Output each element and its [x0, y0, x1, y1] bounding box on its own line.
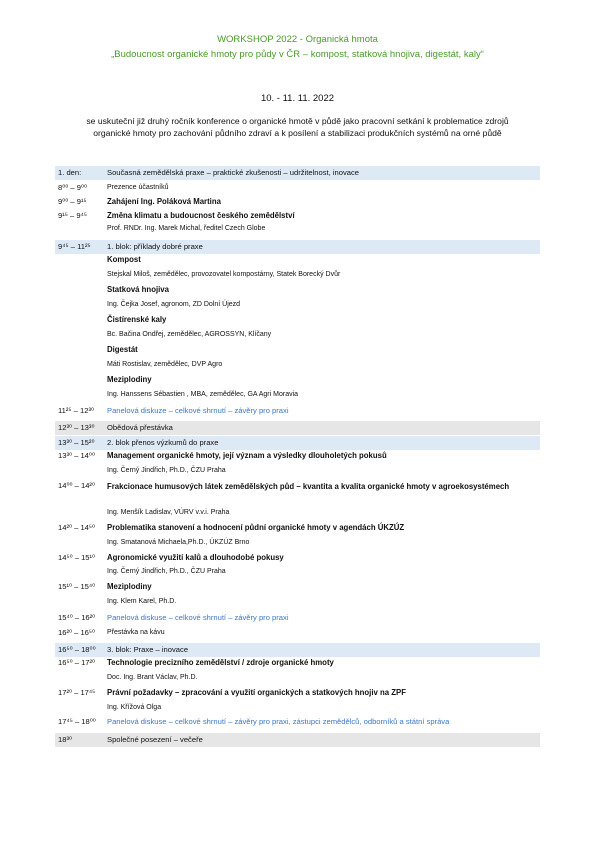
schedule-text: Ing. Klem Karel, Ph.D. — [107, 598, 177, 605]
schedule-text: Agronomické využití kalů a dlouhodobé pokusy — [107, 553, 284, 562]
schedule-row — [55, 166, 540, 180]
schedule-text: Čistírenské kaly — [107, 315, 167, 324]
schedule-time: 9⁰⁰ – 9¹⁵ — [58, 197, 87, 206]
schedule-time: 9¹⁵ – 9⁴⁵ — [58, 211, 87, 220]
schedule-time: 14²⁰ – 14⁵⁰ — [58, 523, 96, 532]
schedule-text: Změna klimatu a budoucnost českého zemědělství — [107, 211, 295, 220]
schedule-text: Ing. Hanssens Sébastien , MBA, zemědělec, GA Agri Moravia — [107, 391, 299, 398]
schedule-time: 16⁵⁰ – 17²⁰ — [58, 658, 96, 667]
schedule-time: 15¹⁰ – 15⁴⁰ — [58, 582, 96, 591]
schedule-text: Ing. Křížová Olga — [107, 704, 162, 711]
schedule-time: 16²⁰ – 16⁵⁰ — [58, 628, 96, 637]
schedule-text: Panelová diskuse – celkové shrnutí – závěry pro praxi — [107, 613, 289, 622]
schedule-text: Management organické hmoty, její význam a výsledky dlouholetých pokusů — [107, 451, 387, 460]
schedule-time: 14⁰⁰ – 14²⁰ — [58, 481, 95, 490]
schedule-text: Ing. Černý Jindřich, Ph.D., ČZU Praha — [107, 467, 226, 474]
schedule-text: 3. blok: Praxe – inovace — [107, 645, 189, 654]
event-date: 10. - 11. 11. 2022 — [260, 93, 335, 104]
schedule-row — [55, 733, 540, 747]
schedule-text: Kompost — [107, 255, 141, 264]
schedule-time: 17²⁰ – 17⁴⁵ — [58, 688, 96, 697]
schedule-row — [55, 643, 540, 657]
schedule-text: Právní požadavky – zpracování a využití organických a statkových hnojiv na ZPF — [107, 688, 406, 697]
schedule-time: 14⁵⁰ – 15¹⁰ — [58, 553, 96, 562]
schedule-time: 15⁴⁰ – 16²⁰ — [58, 613, 96, 622]
workshop-subtitle: „Budoucnost organické hmoty pro půdy v ČR – kompost, statková hnojiva, digestát, kaly“ — [111, 49, 484, 60]
schedule-text: Ing. Menšík Ladislav, VÚRV v.v.i. Praha — [107, 509, 230, 516]
schedule-text: Ing. Černý Jindřich, Ph.D., ČZU Praha — [107, 568, 226, 575]
schedule-text: Doc. Ing. Brant Václav, Ph.D. — [107, 674, 198, 681]
schedule-text: Panelová diskuze – celkové shrnutí – závěry pro praxi — [107, 406, 289, 415]
schedule-text: Stejskal Miloš, zemědělec, provozovatel kompostárny, Statek Borecký Dvůr — [107, 271, 341, 278]
schedule-time: 12³⁰ – 13³⁰ — [58, 423, 95, 432]
schedule-row — [55, 240, 540, 254]
schedule-text: Digestát — [107, 345, 138, 354]
schedule-text: 1. blok: příklady dobré praxe — [107, 242, 203, 251]
schedule-time: 9⁴⁵ – 11²⁵ — [58, 242, 91, 251]
schedule-time: 16⁵⁰ – 18⁰⁰ — [58, 645, 96, 654]
schedule-time: 8⁰⁰ – 9⁰⁰ — [58, 183, 88, 192]
schedule-text: Zahájení Ing. Poláková Martina — [107, 197, 221, 206]
schedule-text: Panelová diskuse – celkové shrnutí – závěry pro praxi, zástupci zemědělců, odborníků a státní správa — [107, 717, 450, 726]
schedule-time: 13³⁰ – 14⁰⁰ — [58, 451, 95, 460]
schedule-text: Současná zemědělská praxe – praktické zkušenosti – udržitelnost, inovace — [107, 168, 359, 177]
schedule-text: Ing. Smatanová Michaela,Ph.D., ÚKZÚZ Brno — [107, 539, 250, 546]
schedule-text: Společné posezení – večeře — [107, 735, 203, 744]
schedule-row — [55, 436, 540, 450]
schedule-text: Obědová přestávka — [107, 423, 173, 432]
schedule-text: Meziplodiny — [107, 582, 152, 591]
intro-paragraph: se uskuteční již druhý ročník konference o organické hmotě v půdě jako pracovní setkání k problematice zdrojů organické hmoty pro zachování půdního zdraví a k posílení a stabilizaci produkčních systémů na orné půdě — [86, 116, 509, 138]
schedule-text: 2. blok přenos výzkumů do praxe — [107, 438, 219, 447]
schedule-text: Bc. Bačina Ondřej, zemědělec, AGROSSYN, Klíčany — [107, 331, 272, 338]
schedule-time: 11²⁵ – 12³⁰ — [58, 406, 95, 415]
schedule-text: Přestávka na kávu — [107, 629, 165, 636]
schedule-text: Ing. Čejka Josef, agronom, ZD Dolní Újezd — [107, 301, 241, 308]
schedule-text: Frakcionace humusových látek zemědělských půd – kvantita a kvalita organické hmoty v agroekosystémech — [107, 482, 510, 491]
schedule-time: 13³⁰ – 15²⁰ — [58, 438, 95, 447]
schedule-text: Máti Rostislav, zemědělec, DVP Agro — [107, 361, 223, 368]
schedule-time: 18³⁰ — [58, 735, 73, 744]
schedule-text: Problematika stanovení a hodnocení půdní organické hmoty v agendách ÚKZÚZ — [107, 523, 405, 532]
schedule-text: Statková hnojiva — [107, 285, 169, 294]
schedule-text: Prof. RNDr. Ing. Marek Michal, ředitel Czech Globe — [107, 225, 266, 232]
workshop-title: WORKSHOP 2022 - Organická hmota — [217, 34, 378, 45]
schedule-text: Prezence účastníků — [107, 184, 169, 191]
schedule-text: Technologie precizního zemědělství / zdroje organické hmoty — [107, 658, 334, 667]
schedule-row — [55, 421, 540, 435]
schedule-text: Meziplodiny — [107, 375, 152, 384]
schedule-time: 17⁴⁵ – 18⁰⁰ — [58, 717, 96, 726]
schedule-time: 1. den: — [58, 168, 82, 177]
